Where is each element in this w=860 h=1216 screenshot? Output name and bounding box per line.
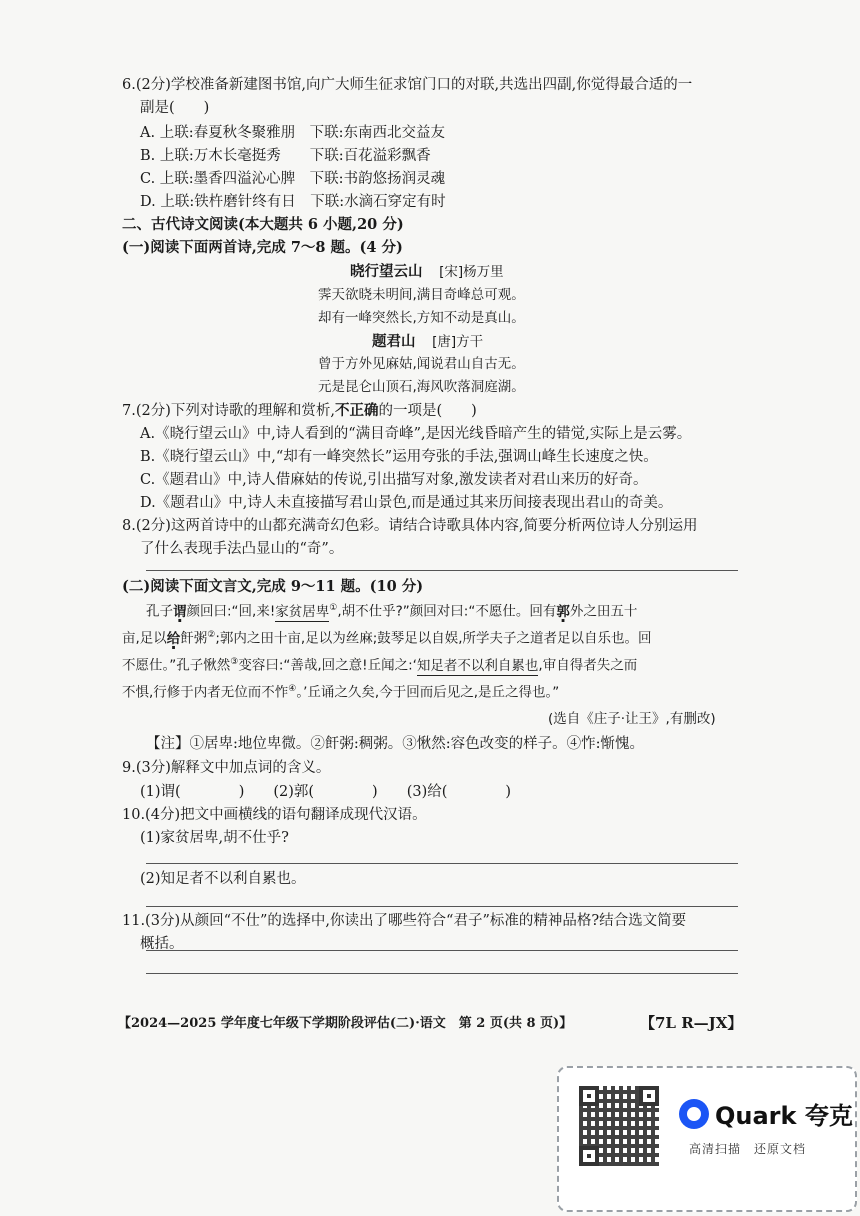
passage-line-3 bbox=[122, 657, 637, 674]
passage-text: 不愿仕。”孔子愀然 bbox=[122, 657, 231, 674]
part-1-title: (一)阅读下面两首诗,完成 7～8 题。(4 分) bbox=[122, 239, 403, 256]
poem-2-author: [唐]方干 bbox=[432, 334, 484, 350]
passage-text: 孔子 bbox=[146, 603, 173, 620]
quark-tagline: 高清扫描 还原文档 bbox=[689, 1142, 807, 1156]
poem-1-line-2: 却有一峰突然长,方知不动是真山。 bbox=[318, 310, 525, 326]
note-marker: ③ bbox=[230, 657, 239, 667]
passage-line-2 bbox=[122, 630, 652, 647]
q7-option-d: D.《题君山》中,诗人未直接描写君山景色,而是通过其来历间接表现出君山的奇美。 bbox=[140, 495, 673, 511]
passage-text: 变容曰:“善哉,回之意!丘闻之:‘ bbox=[238, 657, 417, 674]
poem-2-title: 题君山 bbox=[372, 333, 416, 350]
q11-line-2: 概括。 bbox=[140, 936, 184, 952]
part-2-title: (二)阅读下面文言文,完成 9～11 题。(10 分) bbox=[122, 578, 424, 595]
note-marker: ④ bbox=[288, 684, 297, 694]
passage-text: ,审自得者失之而 bbox=[538, 657, 638, 674]
dotted-word-guo: 郭 bbox=[556, 603, 570, 620]
poem-1-heading bbox=[350, 263, 504, 281]
q11-answer-line-2[interactable] bbox=[146, 973, 738, 974]
passage-text: 亩,足以 bbox=[122, 630, 167, 647]
q8-answer-line[interactable] bbox=[146, 570, 738, 571]
poem-2-line-2: 元是昆仑山顶石,海风吹落洞庭湖。 bbox=[318, 379, 525, 395]
q10-sub-2: (2)知足者不以利自累也。 bbox=[140, 871, 306, 887]
passage-line-1 bbox=[146, 603, 637, 620]
q7-stem-pre: 7.(2分)下列对诗歌的理解和赏析, bbox=[122, 403, 335, 419]
qr-code-icon bbox=[579, 1086, 659, 1166]
q10-answer-line-1[interactable] bbox=[146, 863, 738, 864]
passage-text: 不惧,行修于内者无位而不怍 bbox=[122, 684, 289, 701]
q7-stem bbox=[122, 402, 477, 420]
quark-brand: Quark 夸克 bbox=[715, 1102, 853, 1130]
q7-option-c: C.《题君山》中,诗人借麻姑的传说,引出描写对象,激发读者对君山来历的好奇。 bbox=[140, 472, 648, 488]
note-marker: ② bbox=[207, 630, 216, 640]
underlined-sentence-1: 家贫居卑 bbox=[275, 603, 330, 620]
poem-1-author: [宋]杨万里 bbox=[439, 264, 504, 280]
page-footer-code: 【7L R—JX】 bbox=[640, 1014, 743, 1032]
q11-line-1: 11.(3分)从颜回“不仕”的选择中,你读出了哪些符合“君子”标准的精神品格?结合选文简要 bbox=[122, 913, 687, 929]
q6-option-c: C. 上联:墨香四溢沁心脾 下联:书韵悠扬润灵魂 bbox=[140, 171, 446, 187]
annotation-notes: 【注】①居卑:地位卑微。②飦粥:稠粥。③愀然:容色改变的样子。④怍:惭愧。 bbox=[146, 736, 645, 752]
q10-answer-line-2[interactable] bbox=[146, 906, 738, 907]
quark-watermark bbox=[557, 1066, 857, 1212]
poem-2-heading bbox=[372, 333, 483, 351]
passage-text: ;郭内之田十亩,足以为丝麻;鼓琴足以自娱,所学夫子之道者足以自乐也。回 bbox=[215, 630, 652, 647]
poem-2-line-1: 曾于方外见麻姑,闻说君山自古无。 bbox=[318, 356, 525, 372]
poem-1-line-1: 霁天欲晓未明间,满目奇峰总可观。 bbox=[318, 287, 525, 303]
q9-stem: 9.(3分)解释文中加点词的含义。 bbox=[122, 760, 331, 776]
dotted-word-gei: 给 bbox=[166, 630, 181, 647]
passage-line-4 bbox=[122, 684, 559, 701]
q7-stem-post: 的一项是( ) bbox=[378, 403, 477, 419]
passage-text: ,胡不仕乎?”颜回对曰:“不愿仕。回有 bbox=[337, 603, 557, 620]
q7-stem-emphasis: 不正确 bbox=[334, 402, 379, 419]
quark-logo bbox=[679, 1096, 853, 1131]
passage-source: (选自《庄子·让王》,有删改) bbox=[548, 711, 716, 727]
q8-line-2: 了什么表现手法凸显山的“奇”。 bbox=[140, 541, 344, 557]
q6-option-d: D. 上联:铁杵磨针终有日 下联:水滴石穿定有时 bbox=[140, 194, 446, 210]
q6-stem-1: 6.(2分)学校准备新建图书馆,向广大师生征求馆门口的对联,共选出四副,你觉得最合适的一 bbox=[122, 77, 693, 93]
passage-text: 外之田五十 bbox=[569, 603, 638, 620]
passage-text: 。’丘诵之久矣,今于回而后见之,是丘之得也。” bbox=[296, 684, 560, 701]
page-footer-left: 【2024—2025 学年度七年级下学期阶段评估(二)·语文 第 2 页(共 8 页)】 bbox=[118, 1016, 573, 1031]
q6-option-a: A. 上联:春夏秋冬聚雅朋 下联:东南西北交益友 bbox=[140, 125, 445, 141]
dotted-word-wei: 谓 bbox=[173, 603, 187, 620]
q9-items: (1)谓( ) (2)郭( ) (3)给( ) bbox=[140, 784, 512, 800]
section-2-title: 二、古代诗文阅读(本大题共 6 小题,20 分) bbox=[122, 216, 404, 233]
underlined-sentence-2: 知足者不以利自累也 bbox=[416, 657, 539, 674]
passage-text: 颜回曰:“回,来! bbox=[186, 603, 276, 620]
poem-1-title: 晓行望云山 bbox=[350, 263, 423, 280]
q10-stem: 10.(4分)把文中画横线的语句翻译成现代汉语。 bbox=[122, 807, 427, 823]
q11-answer-line-1[interactable] bbox=[146, 950, 738, 951]
q6-stem-2: 副是( ) bbox=[140, 100, 210, 116]
q7-option-a: A.《晓行望云山》中,诗人看到的“满目奇峰”,是因光线昏暗产生的错觉,实际上是云雾。 bbox=[140, 426, 692, 442]
q8-line-1: 8.(2分)这两首诗中的山都充满奇幻色彩。请结合诗歌具体内容,简要分析两位诗人分别运用 bbox=[122, 518, 698, 534]
passage-text: 飦粥 bbox=[180, 630, 208, 647]
q10-sub-1: (1)家贫居卑,胡不仕乎? bbox=[140, 830, 289, 846]
q7-option-b: B.《晓行望云山》中,“却有一峰突然长”运用夸张的手法,强调山峰生长速度之快。 bbox=[140, 449, 658, 465]
quark-circle-icon bbox=[679, 1099, 709, 1129]
note-marker: ① bbox=[329, 603, 338, 613]
q6-option-b: B. 上联:万木长毫挺秀 下联:百花溢彩飘香 bbox=[140, 148, 431, 164]
